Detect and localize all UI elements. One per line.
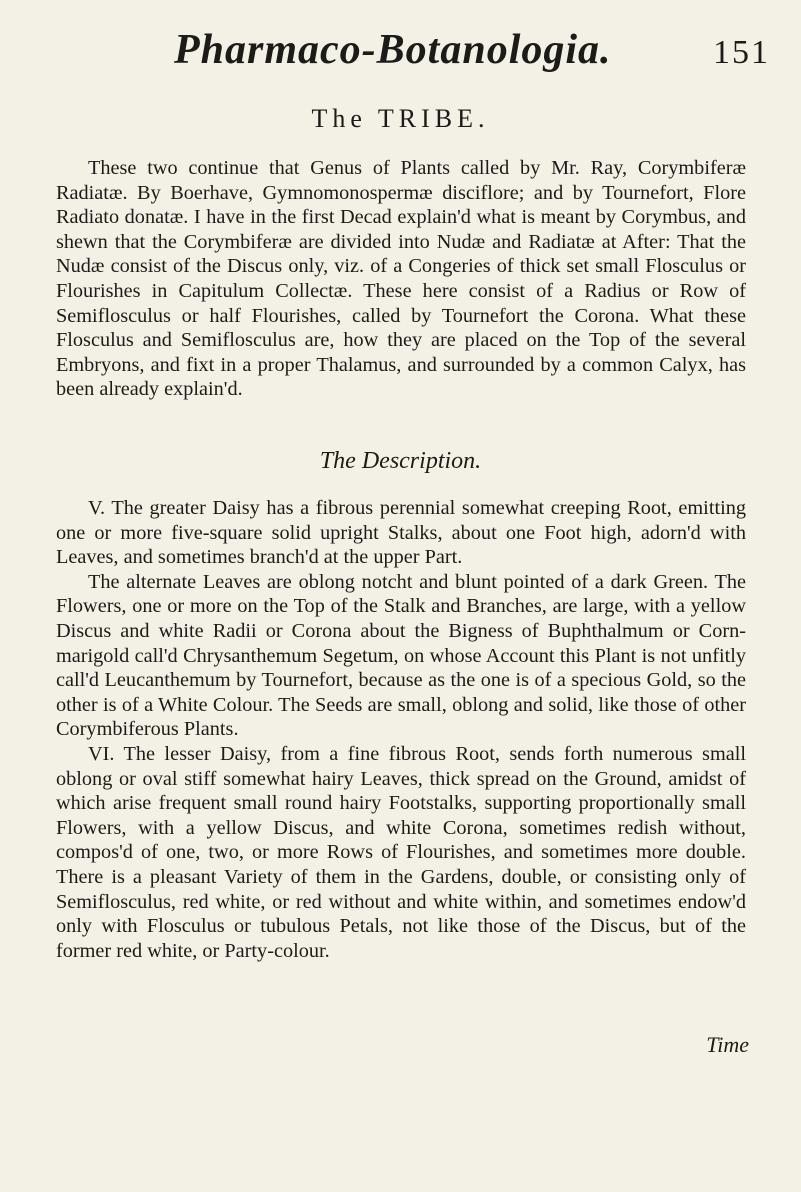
intro-paragraph: These two continue that Genus of Plants called by Mr. Ray, Corymbiferæ Radiatæ. By Boerhave, Gymnomonospermæ disciflore; and by Tournefort, Flore Radiato donatæ. I have in the first Decad explain'd what is meant by Corymbus, and shewn that the Corymbiferæ are divided into Nudæ and Radiatæ at After: That the Nudæ consist of the Discus only, viz. of a Congeries of thick set small Flosculus or Flourishes in Capitulum Collectæ. These here consist of a Radius or Row of Semiflosculus or half Flourishes, called by Tournefort the Corona. What these Flosculus and Semiflosculus are, how they are placed on the Top of the several Embryons, and fixt in a proper Thalamus, and surrounded by a common Calyx, has been already explain'd. (56, 157, 746, 401)
running-head (140, 26, 770, 96)
paragraph-leaves: The alternate Leaves are oblong notcht and blunt pointed of a dark Green. The Flowers, one or more on the Top of the Stalk and Branches, are large, with a yellow Discus and white Radii or Corona about the Bigness of Buphthalmum or Corn-marigold call'd Chrysanthemum Segetum, on whose Account this Plant is not unfitly call'd Leucanthemum by Tournefort, because as the one is of a specious Gold, so the other is of a White Colour. The Seeds are small, oblong and solid, like those of other Corymbiferous Plants. (56, 570, 746, 741)
section-heading: The TRIBE. (311, 104, 490, 133)
paragraph-greater-daisy: V. The greater Daisy has a fibrous perennial somewhat creeping Root, emitting one or more five-square solid upright Stalks, about one Foot high, adorn'd with Leaves, and sometimes branch'd at the upper Part. (56, 497, 746, 569)
page-number: 151 (713, 34, 770, 71)
description-text (56, 496, 746, 963)
description-heading: The Description. (319, 448, 482, 474)
paragraph-lesser-daisy: VI. The lesser Daisy, from a fine fibrous Root, sends forth numerous small oblong or oval stiff somewhat hairy Leaves, thick spread on the Ground, amidst of which arise frequent small round hairy Footstalks, supporting proportionally small Flowers, with a yellow Discus, and white Corona, sometimes redish without, compos'd of one, two, or more Rows of Flourishes, and sometimes more double. There is a pleasant Variety of them in the Gardens, double, or consisting only of Semiflosculus, red white, or red without and white within, and sometimes endow'd only with Flosculus or tubulous Petals, not like those of the Discus, but of the former red white, or Party-colour. (56, 742, 746, 962)
catchword: Time (706, 1032, 749, 1057)
intro-text (56, 156, 746, 402)
running-title: Pharmaco-Botanologia. (174, 27, 612, 73)
